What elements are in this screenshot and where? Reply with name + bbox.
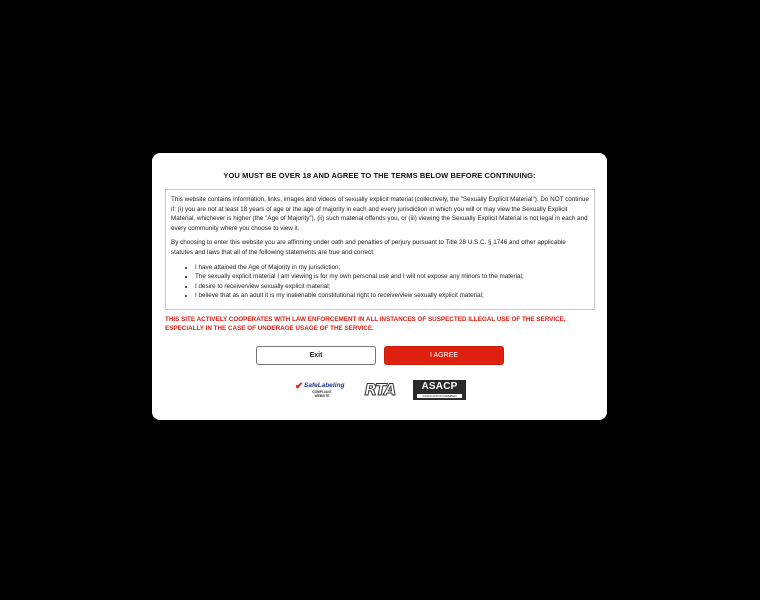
safelabeling-logo-subtext: COMPLIANT WEBSITE	[312, 390, 332, 398]
modal-title: YOU MUST BE OVER 18 AND AGREE TO THE TERMS BELOW BEFORE CONTINUING:	[223, 171, 536, 180]
agree-button[interactable]: I AGREE	[384, 346, 504, 365]
checkmark-icon: ✔	[295, 381, 304, 392]
terms-scroll-box[interactable]	[165, 189, 595, 310]
exit-button[interactable]: Exit	[256, 346, 376, 365]
asacp-logo-text: ASACP	[421, 381, 458, 392]
age-verification-modal	[152, 153, 607, 420]
list-item: • The sexually explicit material I am viewing is for my own personal use and I will not expose any minors to the material;	[195, 272, 589, 282]
law-enforcement-warning: THIS SITE ACTIVELY COOPERATES WITH LAW ENFORCEMENT IN ALL INSTANCES OF SUSPECTED ILLEGAL USE OF THE SERVICE, ESPECIALLY IN THE CASE OF UNDERAGE USAGE OF THE SERVICE.	[165, 316, 566, 332]
terms-paragraph: This website contains information, links, images and videos of sexually explicit material (collectively, the "Sexually Explicit Material"). Do NOT continue if: (i) you are not at least 18 years of age or the age of majority in each and every jurisdiction in which you will or may view the Sexually Explicit Material, whichever is higher (the "Age of Majority"), (ii) such material offends you, or (iii) viewing the Sexually Explicit Material is not legal in each and every community where you choose to view it.	[171, 196, 589, 232]
rta-logo-text: RTA	[364, 380, 396, 399]
safelabeling-logo[interactable]	[295, 380, 347, 400]
safelabeling-logo-text: SafeLabeling	[304, 382, 345, 389]
asacp-logo-subtext: ASSOCIATION MEMBER	[417, 394, 462, 398]
terms-paragraph: By choosing to enter this website you are affirming under oath and penalties of perjury pursuant to Title 28 U.S.C. § 1746 and other applicable statutes and laws that all of the following statements are true and correct:	[171, 239, 566, 256]
rta-logo[interactable]	[357, 380, 403, 400]
list-item: • I have attained the Age of Majority in my jurisdiction;	[195, 263, 589, 273]
terms-list	[171, 263, 589, 301]
compliance-logos	[152, 380, 607, 400]
asacp-logo[interactable]	[413, 380, 466, 400]
list-item: • I desire to receive/view sexually explicit material;	[195, 282, 589, 292]
list-item: • I believe that as an adult it is my inalienable constitutional right to receive/view sexually explicit material;	[195, 291, 589, 301]
